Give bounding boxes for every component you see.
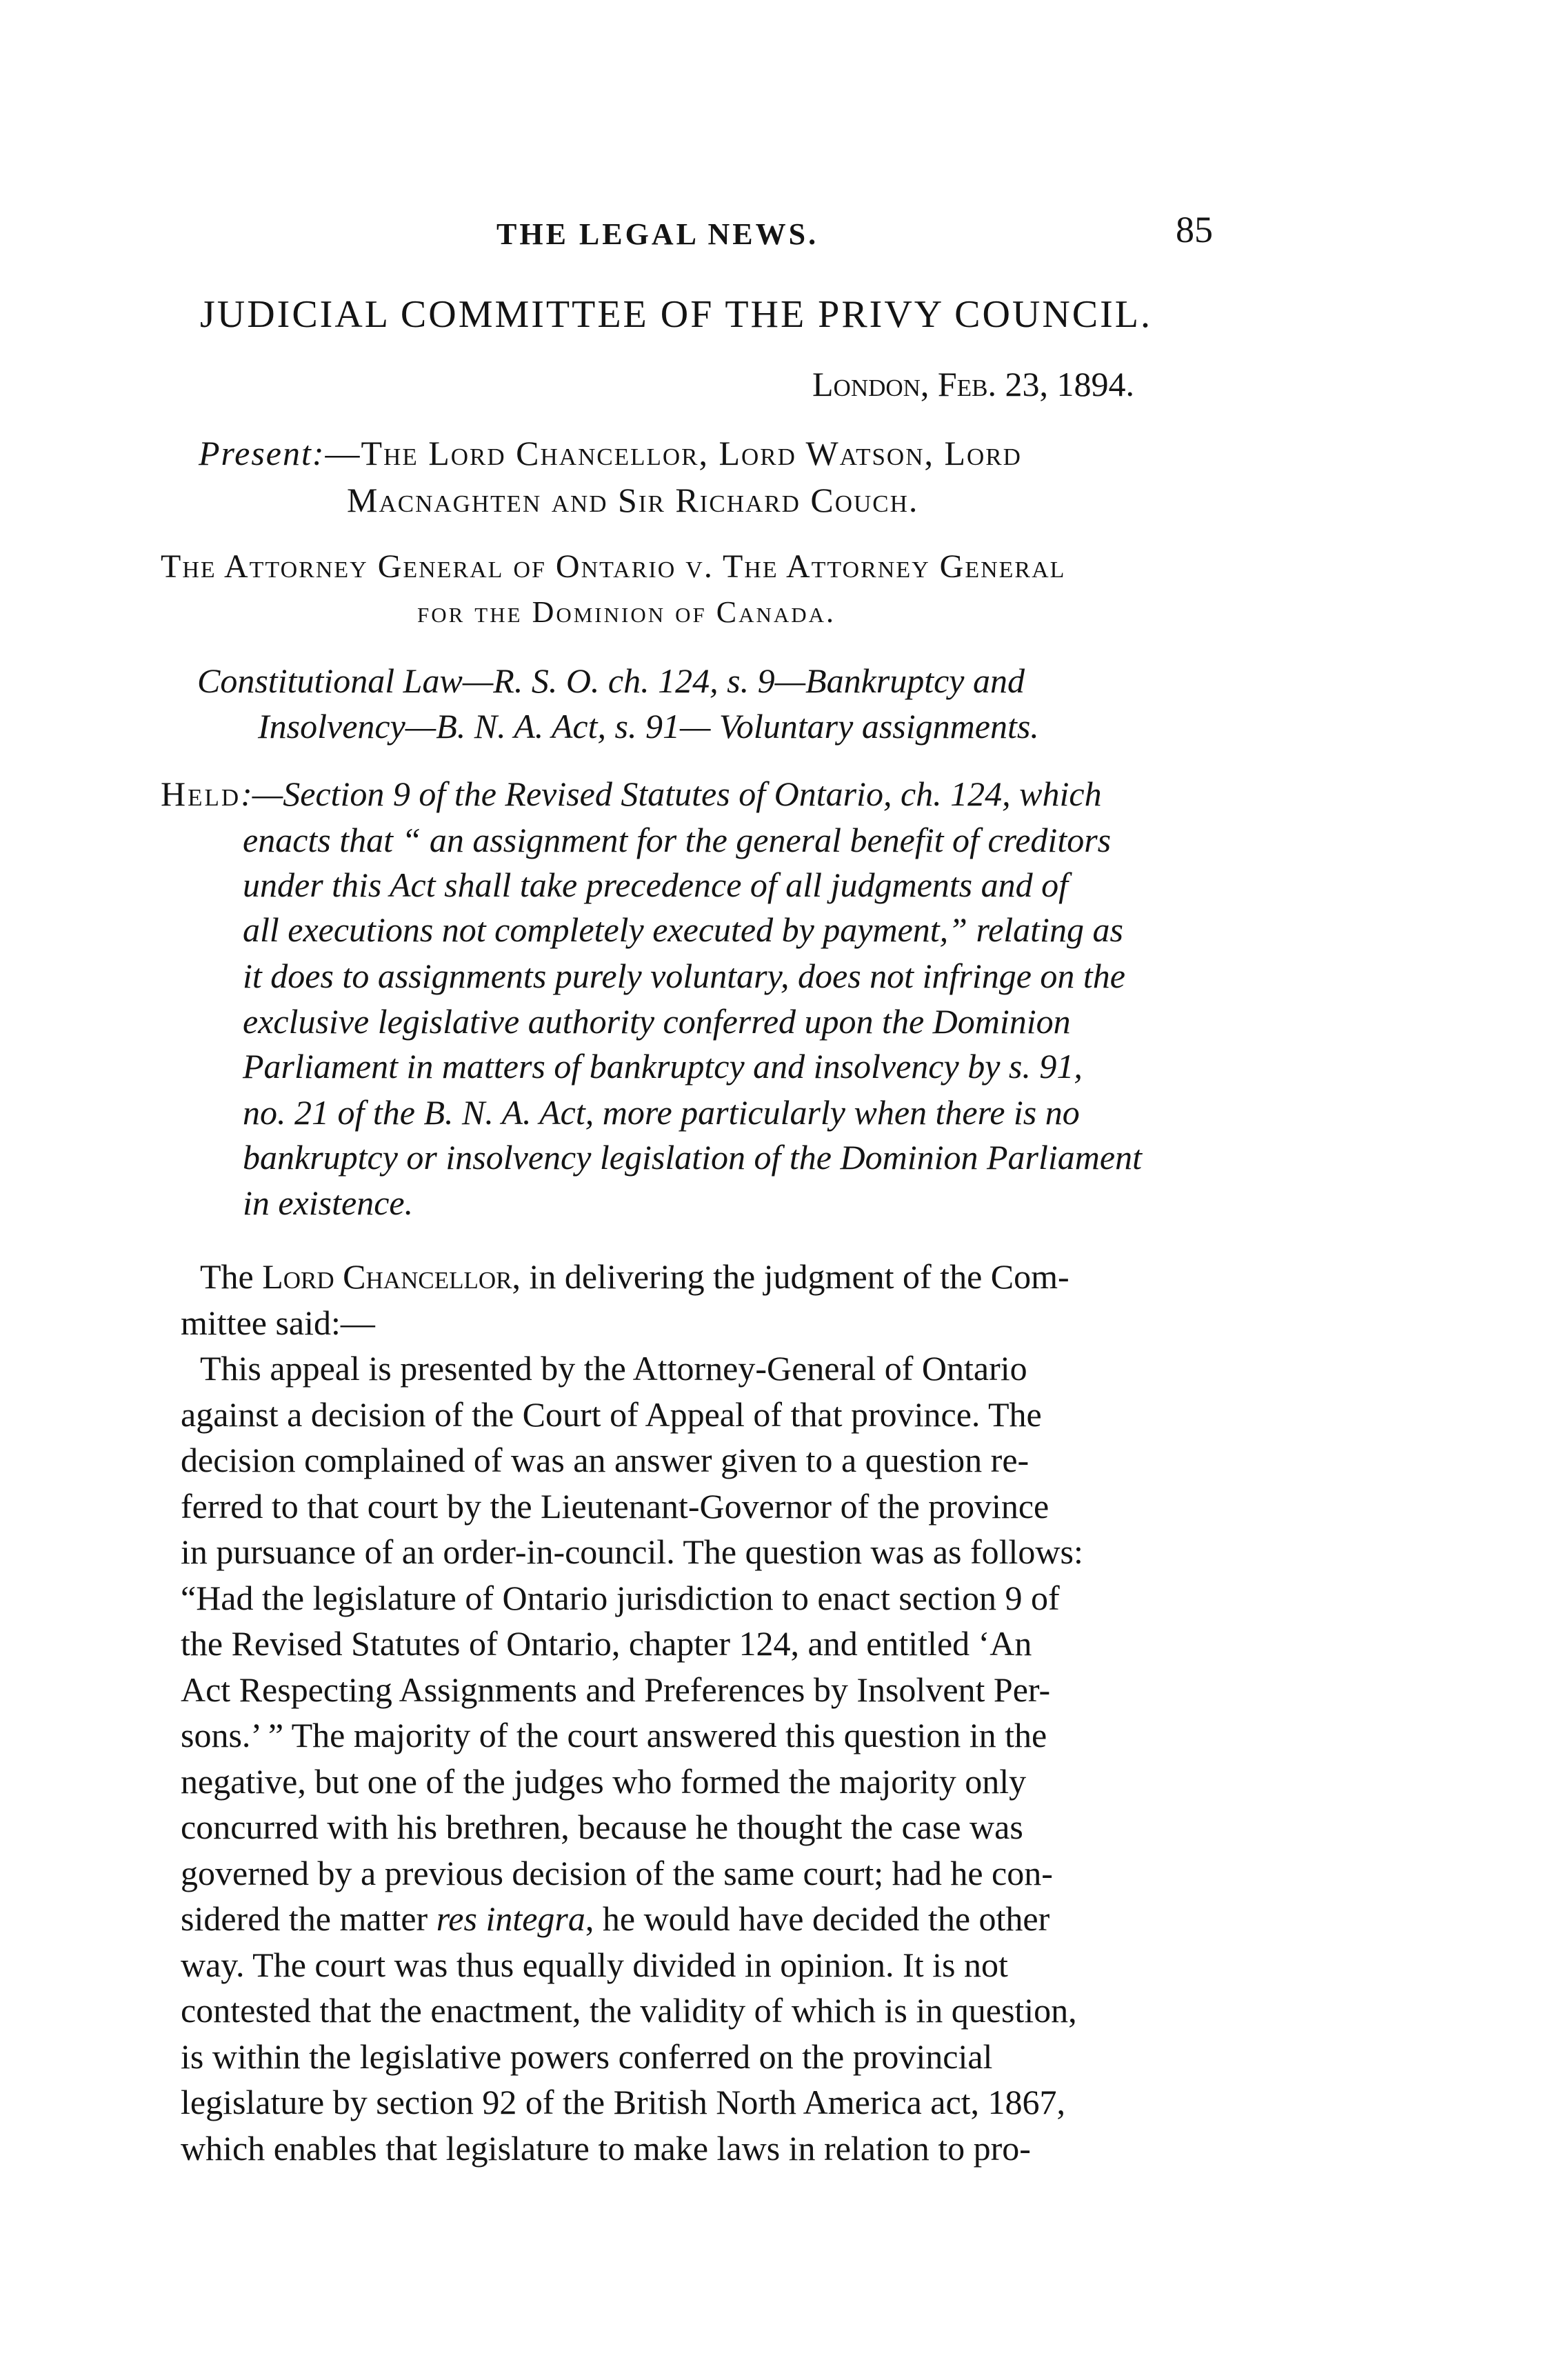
body-line: legislature by section 92 of the British North America act, 1867, [181,2083,1066,2121]
held-line-8: no. 21 of the B. N. A. Act, more particularly when there is no [243,1093,1080,1132]
body-line: The Lord Chancellor, in delivering the judgment of the Com- [200,1257,1069,1296]
headnote-line-1: Constitutional Law—R. S. O. ch. 124, s. 9—Bankruptcy and [197,661,1025,700]
dateline: London, Feb. 23, 1894. [812,365,1134,403]
body-line: sons.’ ” The majority of the court answered this question in the [181,1716,1047,1754]
headnote-line-2: Insolvency—B. N. A. Act, s. 91— Voluntary assignments. [258,707,1039,746]
held-line-5: it does to assignments purely voluntary, does not infringe on the [243,957,1125,995]
held-line-10: in existence. [243,1183,414,1222]
held-line-4: all executions not completely executed by payment,” relating as [243,910,1123,949]
case-title-line-2: for the Dominion of Canada. [417,595,836,629]
body-line: mittee said:— [181,1303,375,1342]
running-title: THE LEGAL NEWS. [496,217,819,251]
section-title: JUDICIAL COMMITTEE OF THE PRIVY COUNCIL. [200,293,1153,336]
body-line: contested that the enactment, the validity of which is in question, [181,1991,1077,2030]
present-judges-1: —The Lord Chancellor, Lord Watson, Lord [325,434,1022,472]
body-line: negative, but one of the judges who formed the majority only [181,1762,1027,1801]
body-line: sidered the matter res integra, he would have decided the other [181,1899,1050,1938]
held-line-7: Parliament in matters of bankruptcy and insolvency by s. 91, [243,1047,1083,1086]
held-label: Held [161,774,241,813]
held-line-1 [161,774,1102,813]
body-line: the Revised Statutes of Ontario, chapter 124, and entitled ‘An [181,1624,1032,1663]
held-line-6: exclusive legislative authority conferred upon the Dominion [243,1002,1071,1041]
held-line-9: bankruptcy or insolvency legislation of the Dominion Parliament [243,1138,1142,1177]
body-line: ferred to that court by the Lieutenant-Governor of the province [181,1487,1049,1526]
body-line: This appeal is presented by the Attorney-General of Ontario [200,1349,1027,1388]
body-line: which enables that legislature to make laws in relation to pro- [181,2129,1031,2168]
present-label: Present: [199,434,325,472]
body-line: against a decision of the Court of Appeal of that province. The [181,1395,1042,1434]
body-line: concurred with his brethren, because he thought the case was [181,1808,1023,1846]
body-line: Act Respecting Assignments and Preferences by Insolvent Per- [181,1670,1051,1709]
body-line: governed by a previous decision of the same court; had he con- [181,1854,1053,1892]
body-line: is within the legislative powers conferred on the provincial [181,2037,993,2076]
body-line: way. The court was thus equally divided in opinion. It is not [181,1946,1008,1984]
present-line-1 [199,436,1022,470]
body-line: decision complained of was an answer given to a question re- [181,1441,1029,1479]
page-number: 85 [1176,209,1213,250]
case-title-line-1: The Attorney General of Ontario v. The Attorney General [161,548,1066,585]
held-text-1: :—Section 9 of the Revised Statutes of Ontario, ch. 124, which [241,774,1102,813]
present-line-2: Macnaghten and Sir Richard Couch. [347,481,919,519]
body-line: “Had the legislature of Ontario jurisdiction to enact section 9 of [181,1579,1060,1617]
held-line-2: enacts that “ an assignment for the general benefit of creditors [243,821,1112,859]
held-line-3: under this Act shall take precedence of all judgments and of [243,866,1068,904]
body-line: in pursuance of an order-in-council. The question was as follows: [181,1532,1083,1571]
